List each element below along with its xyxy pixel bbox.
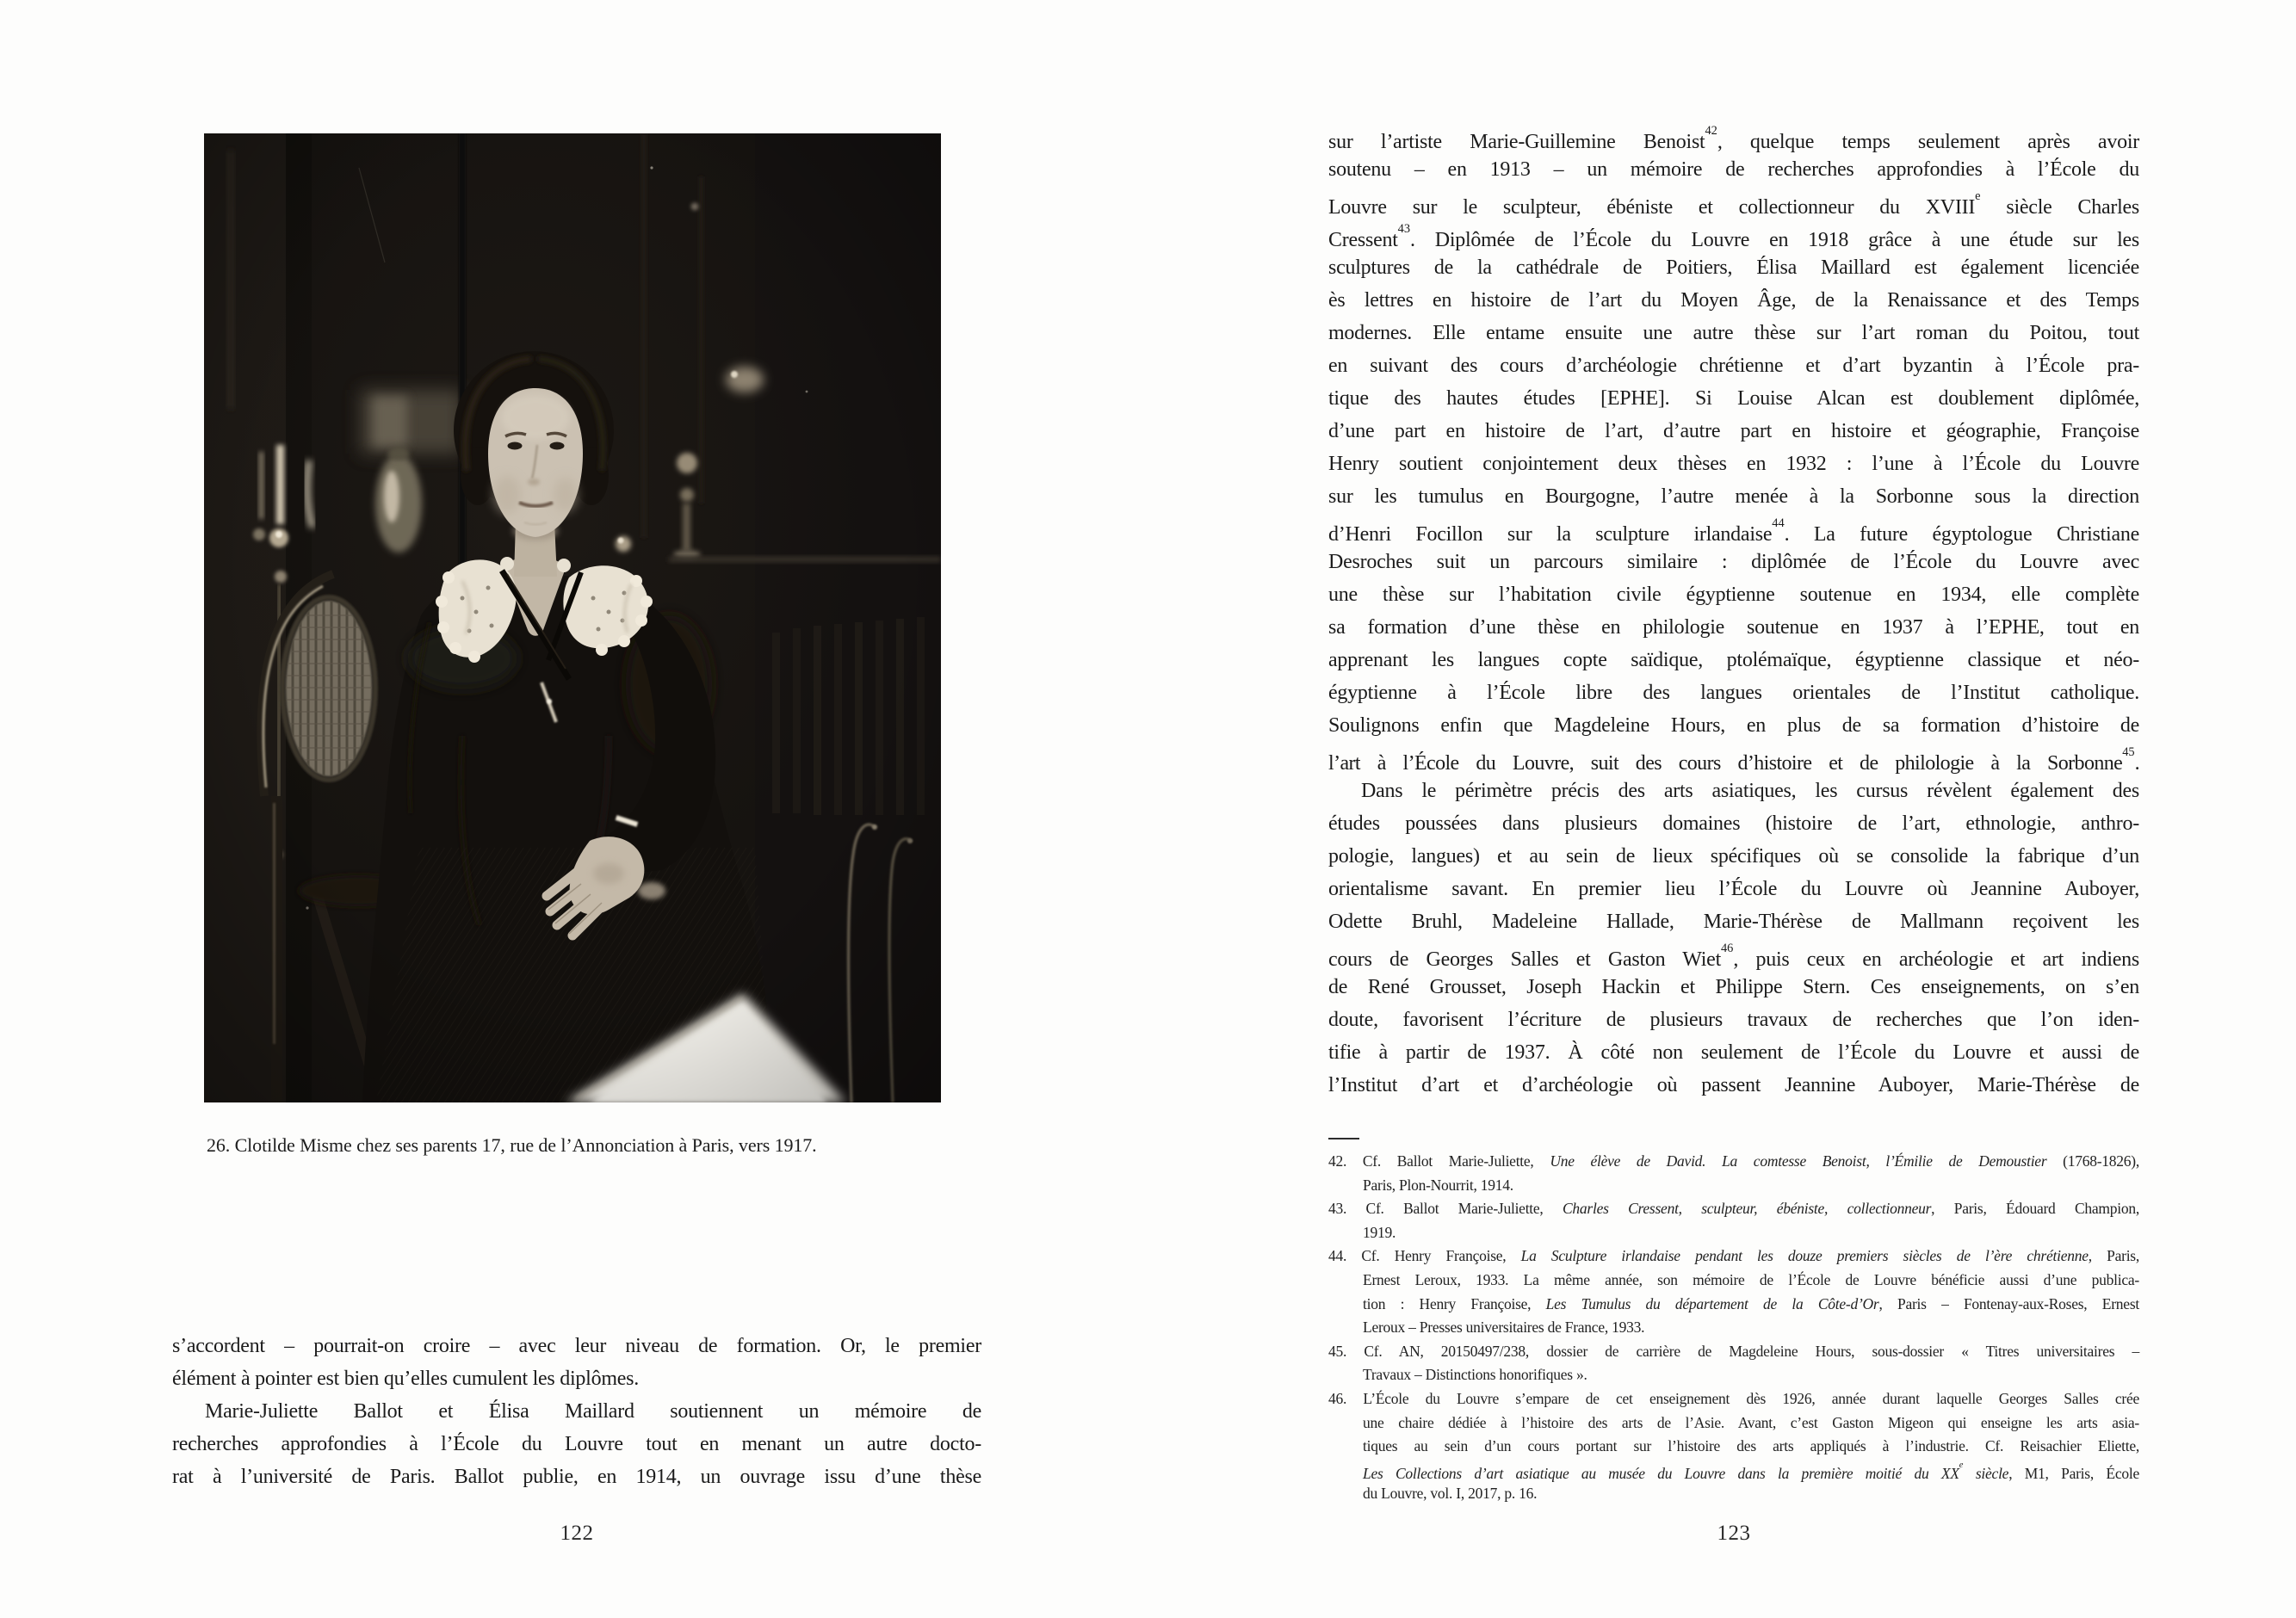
body-text-line: de René Grousset, Joseph Hackin et Philippe Stern. Ces enseignements, on s’en xyxy=(1328,976,2139,998)
body-text-line: sa formation d’une thèse en philologie soutenue en 1937 à l’EPHE, tout en xyxy=(1328,616,2139,639)
footnote-line: 43. Cf. Ballot Marie-Juliette, Charles Cressent, sculpteur, ébéniste, collectionneur, Paris, Édouard Champion, xyxy=(1328,1200,2139,1218)
footnote-line: Les Collections d’art asiatique au musée du Louvre dans la première moitié du XXe siècle, M1, Paris, École xyxy=(1363,1461,2139,1482)
body-text-line: orientalisme savant. En premier lieu l’École du Louvre où Jeannine Auboyer, xyxy=(1328,878,2139,900)
footnote-line: une chaire dédiée à l’histoire des arts de l’Asie. Avant, c’est Gaston Migeon qui enseigne les arts asia- xyxy=(1363,1413,2139,1431)
body-text-line: une thèse sur l’habitation civile égyptienne soutenue en 1934, elle complète xyxy=(1328,584,2139,606)
footnote-line: 1919. xyxy=(1363,1223,1396,1241)
body-text-line: Desroches suit un parcours similaire : diplômée de l’École du Louvre avec xyxy=(1328,551,2139,573)
footnote-line: 44. Cf. Henry Françoise, La Sculpture irlandaise pendant les douze premiers siècles de l’ère chrétienne, Paris, xyxy=(1328,1247,2139,1265)
footnote-line: tion : Henry Françoise, Les Tumulus du département de la Côte-d’Or, Paris – Fontenay-aux-Roses, Ernest xyxy=(1363,1294,2139,1312)
footnote-line: 42. Cf. Ballot Marie-Juliette, Une élève de David. La comtesse Benoist, l’Émilie de Demoustier (1768-1826), xyxy=(1328,1152,2139,1170)
footnote-line: du Louvre, vol. I, 2017, p. 16. xyxy=(1363,1485,1538,1503)
body-text-line: Marie-Juliette Ballot et Élisa Maillard soutiennent un mémoire de xyxy=(205,1400,981,1423)
left-body-text xyxy=(172,1330,981,1493)
footnote-line: 45. Cf. AN, 20150497/238, dossier de carrière de Magdeleine Hours, sous-dossier « Titres universitaires – xyxy=(1328,1342,2139,1360)
footnote-line: Travaux – Distinctions honorifiques ». xyxy=(1363,1366,1587,1384)
body-text-line: recherches approfondies à l’École du Louvre tout en menant un autre docto- xyxy=(172,1433,981,1455)
body-text-line: sur les tumulus en Bourgogne, l’autre menée à la Sorbonne sous la direction xyxy=(1328,485,2139,508)
body-text-line: Louvre sur le sculpteur, ébéniste et collectionneur du XVIIIe siècle Charles xyxy=(1328,188,2139,219)
body-text-line: l’Institut d’art et d’archéologie où passent Jeannine Auboyer, Marie-Thérèse de xyxy=(1328,1074,2139,1096)
footnote-line: tiques au sein d’un cours portant sur l’histoire des arts appliqués à l’industrie. Cf. Reisachier Eliette, xyxy=(1363,1437,2139,1455)
portrait-photo-image xyxy=(204,133,941,1102)
footnote-line: Leroux – Presses universitaires de France, 1933. xyxy=(1363,1318,1645,1337)
body-text-line: tique des hautes études [EPHE]. Si Louise Alcan est doublement diplômée, xyxy=(1328,387,2139,410)
photo-vignette xyxy=(204,133,941,1102)
body-text-line: Cressent$^{43}$. Diplômée de l’École du Louvre en 1918 grâce à une étude sur les xyxy=(1328,221,2139,251)
body-text-line: Dans le périmètre précis des arts asiatiques, les cursus révèlent également des xyxy=(1361,780,2139,802)
body-text-line: tifie à partir de 1937. À côté non seulement de l’École du Louvre et aussi de xyxy=(1328,1041,2139,1064)
body-text-line: l’art à l’École du Louvre, suit des cours d’histoire et de philologie à la Sorbonne$^{45}$. xyxy=(1328,744,2139,775)
right-page-number: 123 xyxy=(1717,1522,1751,1545)
right-body-text xyxy=(1328,120,2139,1102)
left-page-number: 122 xyxy=(560,1522,594,1545)
body-text-line: Soulignons enfin que Magdeleine Hours, en plus de sa formation d’histoire de xyxy=(1328,714,2139,737)
body-text-line: sculptures de la cathédrale de Poitiers, Élisa Maillard est également licenciée xyxy=(1328,256,2139,279)
footnote-line: Ernest Leroux, 1933. La même année, son mémoire de l’École de Louvre bénéficie aussi d’une publica- xyxy=(1363,1270,2139,1288)
body-text-line: s’accordent – pourrait-on croire – avec leur niveau de formation. Or, le premier xyxy=(172,1335,981,1357)
body-text-line: Henry soutient conjointement deux thèses en 1932 : l’une à l’École du Louvre xyxy=(1328,453,2139,475)
body-text-line: études poussées dans plusieurs domaines (histoire de l’art, ethnologie, anthro- xyxy=(1328,812,2139,835)
body-text-line: ès lettres en histoire de l’art du Moyen Âge, de la Renaissance et des Temps xyxy=(1328,289,2139,312)
right-page xyxy=(1148,0,2296,1618)
body-text-line: d’Henri Focillon sur la sculpture irlandaise$^{44}$. La future égyptologue Christiane xyxy=(1328,516,2139,546)
body-text-line: cours de Georges Salles et Gaston Wiet$^{46}$, puis ceux en archéologie et art indiens xyxy=(1328,941,2139,971)
body-text-line: soutenu – en 1913 – un mémoire de recherches approfondies à l’École du xyxy=(1328,158,2139,181)
body-text-line: d’une part en histoire de l’art, d’autre part en histoire et géographie, Françoise xyxy=(1328,420,2139,442)
body-text-line: sur l’artiste Marie-Guillemine Benoist$^{42}$, quelque temps seulement après avoir xyxy=(1328,123,2139,153)
footnotes xyxy=(1328,1150,2139,1506)
body-text-line: pologie, langues) et au sein de lieux spécifiques où se consolide la fabrique d’un xyxy=(1328,845,2139,868)
photo-caption: 26. Clotilde Misme chez ses parents 17, rue de l’Annonciation à Paris, vers 1917. xyxy=(207,1134,817,1156)
body-text-line: élément à pointer est bien qu’elles cumulent les diplômes. xyxy=(172,1368,640,1390)
body-text-line: en suivant des cours d’archéologie chrétienne et d’art byzantin à l’École pra- xyxy=(1328,355,2139,377)
body-text-line: égyptienne à l’École libre des langues orientales de l’Institut catholique. xyxy=(1328,682,2139,704)
footnote-rule xyxy=(1328,1138,1359,1139)
portrait-photo xyxy=(204,133,941,1102)
body-text-line: rat à l’université de Paris. Ballot publie, en 1914, un ouvrage issu d’une thèse xyxy=(172,1466,981,1488)
footnote-line: Paris, Plon-Nourrit, 1914. xyxy=(1363,1176,1513,1194)
body-text-line: apprenant les langues copte saïdique, ptolémaïque, égyptienne classique et néo- xyxy=(1328,649,2139,671)
footnote-line: 46. L’École du Louvre s’empare de cet enseignement dès 1926, année durant laquelle Georges Salles crée xyxy=(1328,1389,2139,1407)
body-text-line: Odette Bruhl, Madeleine Hallade, Marie-Thérèse de Mallmann reçoivent les xyxy=(1328,911,2139,933)
body-text-line: doute, favorisent l’écriture de plusieurs travaux de recherches que l’on iden- xyxy=(1328,1009,2139,1031)
body-text-line: modernes. Elle entame ensuite une autre thèse sur l’art roman du Poitou, tout xyxy=(1328,322,2139,344)
